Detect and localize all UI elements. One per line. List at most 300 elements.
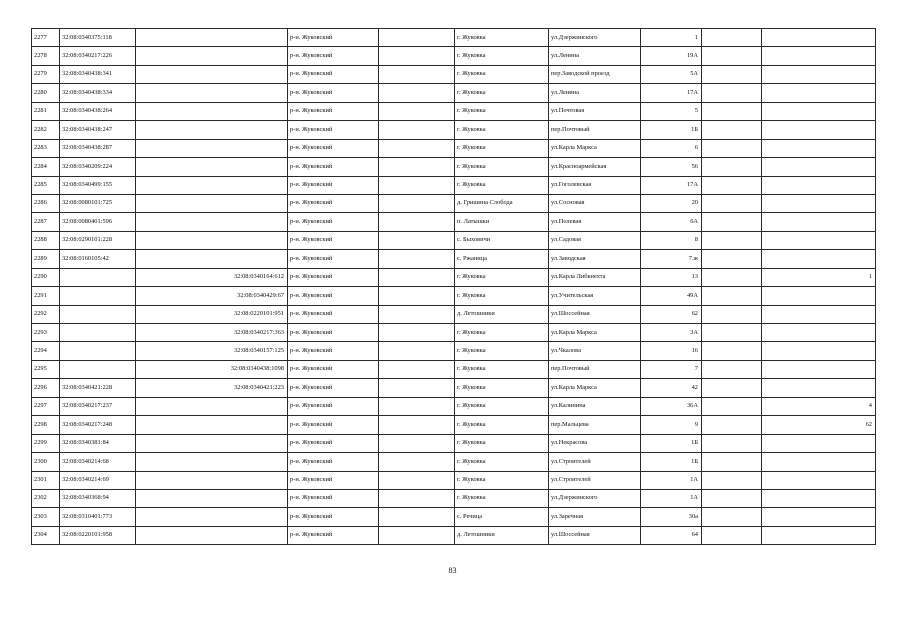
- table-row: [32, 47, 876, 65]
- row-number-cell: 2281: [32, 102, 60, 120]
- house-number-cell: 13: [641, 268, 702, 286]
- house-number-cell: 6: [641, 139, 702, 157]
- locality-cell: г. Жуковка: [455, 84, 549, 102]
- district-cell: р-н. Жуковский: [288, 305, 379, 323]
- second-cadastral-number-cell: [136, 526, 288, 544]
- last-value-cell: [762, 84, 876, 102]
- row-number-cell: 2280: [32, 84, 60, 102]
- cadastral-number-cell: 32:08:0160105:42: [60, 250, 136, 268]
- second-cadastral-number-cell: [136, 84, 288, 102]
- cadastral-number-cell: 32:08:0340209:224: [60, 158, 136, 176]
- district-cell: р-н. Жуковский: [288, 250, 379, 268]
- extra-cell: [702, 489, 762, 507]
- table-row: [32, 526, 876, 544]
- locality-cell: г. Жуковка: [455, 287, 549, 305]
- last-value-cell: 62: [762, 416, 876, 434]
- house-number-cell: 36А: [641, 397, 702, 415]
- table-row: [32, 324, 876, 342]
- district-cell: р-н. Жуковский: [288, 176, 379, 194]
- empty-cell: [379, 158, 455, 176]
- cadastral-number-cell: [60, 268, 136, 286]
- street-cell: ул.Ленина: [549, 47, 641, 65]
- last-value-cell: [762, 29, 876, 47]
- house-number-cell: 9: [641, 416, 702, 434]
- empty-cell: [379, 342, 455, 360]
- cadastral-number-cell: [60, 305, 136, 323]
- second-cadastral-number-cell: [136, 416, 288, 434]
- street-cell: ул.Строителей: [549, 453, 641, 471]
- last-value-cell: [762, 342, 876, 360]
- second-cadastral-number-cell: [136, 489, 288, 507]
- locality-cell: г. Жуковка: [455, 416, 549, 434]
- extra-cell: [702, 434, 762, 452]
- district-cell: р-н. Жуковский: [288, 360, 379, 378]
- row-number-cell: 2284: [32, 158, 60, 176]
- empty-cell: [379, 250, 455, 268]
- table-row: [32, 471, 876, 489]
- street-cell: ул.Гоголевская: [549, 176, 641, 194]
- second-cadastral-number-cell: [136, 47, 288, 65]
- street-cell: ул.Карла Маркса: [549, 139, 641, 157]
- cadastral-number-cell: 32:08:0220101:958: [60, 526, 136, 544]
- row-number-cell: 2296: [32, 379, 60, 397]
- cadastral-number-cell: 32:08:0310401:773: [60, 508, 136, 526]
- last-value-cell: [762, 360, 876, 378]
- house-number-cell: 56: [641, 158, 702, 176]
- second-cadastral-number-cell: 32:08:0340421:223: [136, 379, 288, 397]
- district-cell: р-н. Жуковский: [288, 29, 379, 47]
- row-number-cell: 2285: [32, 176, 60, 194]
- locality-cell: г. Жуковка: [455, 139, 549, 157]
- empty-cell: [379, 231, 455, 249]
- row-number-cell: 2289: [32, 250, 60, 268]
- locality-cell: г. Жуковка: [455, 121, 549, 139]
- empty-cell: [379, 84, 455, 102]
- last-value-cell: [762, 102, 876, 120]
- second-cadastral-number-cell: [136, 453, 288, 471]
- table-row: [32, 453, 876, 471]
- cadastral-number-cell: 32:08:0340438:247: [60, 121, 136, 139]
- cadastral-number-cell: 32:08:0290101:228: [60, 231, 136, 249]
- district-cell: р-н. Жуковский: [288, 139, 379, 157]
- empty-cell: [379, 434, 455, 452]
- extra-cell: [702, 287, 762, 305]
- street-cell: ул.Шоссейная: [549, 305, 641, 323]
- district-cell: р-н. Жуковский: [288, 453, 379, 471]
- row-number-cell: 2283: [32, 139, 60, 157]
- cadastral-number-cell: 32:08:0340438:341: [60, 65, 136, 83]
- locality-cell: с. Быховичи: [455, 231, 549, 249]
- empty-cell: [379, 213, 455, 231]
- locality-cell: г. Жуковка: [455, 65, 549, 83]
- extra-cell: [702, 360, 762, 378]
- second-cadastral-number-cell: [136, 508, 288, 526]
- locality-cell: г. Жуковка: [455, 489, 549, 507]
- second-cadastral-number-cell: [136, 29, 288, 47]
- extra-cell: [702, 47, 762, 65]
- street-cell: ул.Красноармейская: [549, 158, 641, 176]
- cadastral-number-cell: 32:08:0340217:237: [60, 397, 136, 415]
- row-number-cell: 2290: [32, 268, 60, 286]
- empty-cell: [379, 287, 455, 305]
- table-row: [32, 397, 876, 415]
- cadastral-number-cell: 32:08:0340499:155: [60, 176, 136, 194]
- cadastral-number-cell: 32:08:0340214:68: [60, 453, 136, 471]
- extra-cell: [702, 508, 762, 526]
- locality-cell: г. Жуковка: [455, 29, 549, 47]
- house-number-cell: 8: [641, 231, 702, 249]
- district-cell: р-н. Жуковский: [288, 434, 379, 452]
- house-number-cell: 1: [641, 29, 702, 47]
- last-value-cell: [762, 250, 876, 268]
- second-cadastral-number-cell: [136, 397, 288, 415]
- locality-cell: г. Жуковка: [455, 453, 549, 471]
- district-cell: р-н. Жуковский: [288, 342, 379, 360]
- extra-cell: [702, 324, 762, 342]
- cadastral-number-cell: [60, 342, 136, 360]
- last-value-cell: 1: [762, 268, 876, 286]
- house-number-cell: 5А: [641, 65, 702, 83]
- table-row: [32, 416, 876, 434]
- district-cell: р-н. Жуковский: [288, 158, 379, 176]
- last-value-cell: [762, 231, 876, 249]
- extra-cell: [702, 139, 762, 157]
- district-cell: р-н. Жуковский: [288, 471, 379, 489]
- second-cadastral-number-cell: [136, 176, 288, 194]
- locality-cell: п. Латышки: [455, 213, 549, 231]
- cadastral-number-cell: [60, 324, 136, 342]
- table-row: [32, 213, 876, 231]
- district-cell: р-н. Жуковский: [288, 84, 379, 102]
- house-number-cell: 20: [641, 194, 702, 212]
- table-row: [32, 139, 876, 157]
- district-cell: р-н. Жуковский: [288, 287, 379, 305]
- table-row: [32, 158, 876, 176]
- street-cell: ул.Заводская: [549, 250, 641, 268]
- second-cadastral-number-cell: 32:08:0220101:951: [136, 305, 288, 323]
- cadastral-number-cell: 32:08:0340368:94: [60, 489, 136, 507]
- street-cell: ул.Сосновая: [549, 194, 641, 212]
- empty-cell: [379, 47, 455, 65]
- street-cell: ул.Дзержинского: [549, 489, 641, 507]
- second-cadastral-number-cell: [136, 250, 288, 268]
- cadastral-number-cell: 32:08:0340421:228: [60, 379, 136, 397]
- empty-cell: [379, 29, 455, 47]
- extra-cell: [702, 397, 762, 415]
- house-number-cell: 30а: [641, 508, 702, 526]
- cadastral-number-cell: 32:08:0340375:118: [60, 29, 136, 47]
- second-cadastral-number-cell: 32:08:0340164:612: [136, 268, 288, 286]
- extra-cell: [702, 250, 762, 268]
- second-cadastral-number-cell: [136, 434, 288, 452]
- street-cell: пер.Заводской проезд: [549, 65, 641, 83]
- extra-cell: [702, 268, 762, 286]
- row-number-cell: 2294: [32, 342, 60, 360]
- last-value-cell: [762, 47, 876, 65]
- second-cadastral-number-cell: [136, 231, 288, 249]
- street-cell: ул.Чкалова: [549, 342, 641, 360]
- street-cell: пер.Мальцева: [549, 416, 641, 434]
- empty-cell: [379, 139, 455, 157]
- street-cell: ул.Карла Либкнехта: [549, 268, 641, 286]
- row-number-cell: 2302: [32, 489, 60, 507]
- house-number-cell: 7.ж: [641, 250, 702, 268]
- house-number-cell: 1А: [641, 471, 702, 489]
- house-number-cell: 5: [641, 102, 702, 120]
- house-number-cell: 6А: [641, 213, 702, 231]
- cadastral-number-cell: 32:08:0080101:725: [60, 194, 136, 212]
- cadastral-number-cell: 32:08:0340381:84: [60, 434, 136, 452]
- district-cell: р-н. Жуковский: [288, 379, 379, 397]
- row-number-cell: 2286: [32, 194, 60, 212]
- district-cell: р-н. Жуковский: [288, 397, 379, 415]
- cadastral-number-cell: 32:08:0340438:287: [60, 139, 136, 157]
- empty-cell: [379, 324, 455, 342]
- locality-cell: д. Летошники: [455, 305, 549, 323]
- row-number-cell: 2278: [32, 47, 60, 65]
- table-row: [32, 121, 876, 139]
- row-number-cell: 2304: [32, 526, 60, 544]
- locality-cell: г. Жуковка: [455, 342, 549, 360]
- extra-cell: [702, 471, 762, 489]
- row-number-cell: 2288: [32, 231, 60, 249]
- empty-cell: [379, 102, 455, 120]
- street-cell: пер.Почтовый: [549, 121, 641, 139]
- last-value-cell: [762, 213, 876, 231]
- street-cell: ул.Дзержинского: [549, 29, 641, 47]
- empty-cell: [379, 65, 455, 83]
- empty-cell: [379, 305, 455, 323]
- extra-cell: [702, 176, 762, 194]
- address-register-table: [31, 28, 876, 545]
- cadastral-number-cell: [60, 287, 136, 305]
- house-number-cell: 3А: [641, 324, 702, 342]
- table-row: [32, 176, 876, 194]
- locality-cell: г. Жуковка: [455, 434, 549, 452]
- table-row: [32, 342, 876, 360]
- table-row: [32, 250, 876, 268]
- house-number-cell: 64: [641, 526, 702, 544]
- street-cell: ул.Карла Маркса: [549, 379, 641, 397]
- last-value-cell: 4: [762, 397, 876, 415]
- second-cadastral-number-cell: [136, 194, 288, 212]
- locality-cell: г. Жуковка: [455, 379, 549, 397]
- house-number-cell: 1Б: [641, 434, 702, 452]
- table-row: [32, 434, 876, 452]
- last-value-cell: [762, 379, 876, 397]
- table-row: [32, 360, 876, 378]
- locality-cell: г. Жуковка: [455, 397, 549, 415]
- last-value-cell: [762, 139, 876, 157]
- locality-cell: г. Жуковка: [455, 102, 549, 120]
- table-row: [32, 29, 876, 47]
- extra-cell: [702, 453, 762, 471]
- locality-cell: г. Жуковка: [455, 360, 549, 378]
- street-cell: пер.Почтовый: [549, 360, 641, 378]
- street-cell: ул.Заречная: [549, 508, 641, 526]
- empty-cell: [379, 508, 455, 526]
- row-number-cell: 2287: [32, 213, 60, 231]
- empty-cell: [379, 176, 455, 194]
- locality-cell: г. Жуковка: [455, 176, 549, 194]
- second-cadastral-number-cell: [136, 213, 288, 231]
- table-row: [32, 194, 876, 212]
- cadastral-number-cell: 32:08:0340438:334: [60, 84, 136, 102]
- empty-cell: [379, 360, 455, 378]
- street-cell: ул.Учительская: [549, 287, 641, 305]
- street-cell: ул.Полевая: [549, 213, 641, 231]
- last-value-cell: [762, 453, 876, 471]
- cadastral-number-cell: 32:08:0340214:69: [60, 471, 136, 489]
- extra-cell: [702, 121, 762, 139]
- last-value-cell: [762, 434, 876, 452]
- locality-cell: с. Ржаница: [455, 250, 549, 268]
- empty-cell: [379, 526, 455, 544]
- last-value-cell: [762, 287, 876, 305]
- district-cell: р-н. Жуковский: [288, 47, 379, 65]
- last-value-cell: [762, 489, 876, 507]
- row-number-cell: 2295: [32, 360, 60, 378]
- extra-cell: [702, 158, 762, 176]
- locality-cell: г. Жуковка: [455, 324, 549, 342]
- cadastral-number-cell: 32:08:0340217:248: [60, 416, 136, 434]
- empty-cell: [379, 471, 455, 489]
- empty-cell: [379, 489, 455, 507]
- house-number-cell: 1Б: [641, 121, 702, 139]
- empty-cell: [379, 397, 455, 415]
- house-number-cell: 19А: [641, 47, 702, 65]
- second-cadastral-number-cell: [136, 102, 288, 120]
- house-number-cell: 62: [641, 305, 702, 323]
- extra-cell: [702, 84, 762, 102]
- extra-cell: [702, 213, 762, 231]
- table-row: [32, 305, 876, 323]
- locality-cell: г. Жуковка: [455, 471, 549, 489]
- table-row: [32, 102, 876, 120]
- locality-cell: д. Летошники: [455, 526, 549, 544]
- row-number-cell: 2279: [32, 65, 60, 83]
- empty-cell: [379, 268, 455, 286]
- district-cell: р-н. Жуковский: [288, 231, 379, 249]
- extra-cell: [702, 342, 762, 360]
- extra-cell: [702, 231, 762, 249]
- empty-cell: [379, 121, 455, 139]
- district-cell: р-н. Жуковский: [288, 65, 379, 83]
- locality-cell: г. Жуковка: [455, 268, 549, 286]
- locality-cell: д. Гришина Слобода: [455, 194, 549, 212]
- extra-cell: [702, 65, 762, 83]
- house-number-cell: 49А: [641, 287, 702, 305]
- last-value-cell: [762, 176, 876, 194]
- table-body: [32, 29, 876, 545]
- extra-cell: [702, 379, 762, 397]
- table-row: [32, 65, 876, 83]
- table-row: [32, 508, 876, 526]
- row-number-cell: 2299: [32, 434, 60, 452]
- last-value-cell: [762, 158, 876, 176]
- table-row: [32, 84, 876, 102]
- extra-cell: [702, 29, 762, 47]
- locality-cell: с. Речица: [455, 508, 549, 526]
- empty-cell: [379, 379, 455, 397]
- locality-cell: г. Жуковка: [455, 47, 549, 65]
- table-row: [32, 231, 876, 249]
- last-value-cell: [762, 508, 876, 526]
- district-cell: р-н. Жуковский: [288, 213, 379, 231]
- second-cadastral-number-cell: [136, 121, 288, 139]
- second-cadastral-number-cell: 32:08:0340429:67: [136, 287, 288, 305]
- cadastral-number-cell: 32:08:0340217:226: [60, 47, 136, 65]
- district-cell: р-н. Жуковский: [288, 102, 379, 120]
- street-cell: ул.Карла Маркса: [549, 324, 641, 342]
- page-number: 83: [448, 566, 457, 575]
- table-row: [32, 287, 876, 305]
- cadastral-number-cell: [60, 360, 136, 378]
- row-number-cell: 2277: [32, 29, 60, 47]
- row-number-cell: 2298: [32, 416, 60, 434]
- house-number-cell: 7: [641, 360, 702, 378]
- row-number-cell: 2300: [32, 453, 60, 471]
- last-value-cell: [762, 121, 876, 139]
- locality-cell: г. Жуковка: [455, 158, 549, 176]
- house-number-cell: 1А: [641, 489, 702, 507]
- second-cadastral-number-cell: [136, 139, 288, 157]
- last-value-cell: [762, 471, 876, 489]
- second-cadastral-number-cell: [136, 65, 288, 83]
- table-row: [32, 268, 876, 286]
- row-number-cell: 2293: [32, 324, 60, 342]
- district-cell: р-н. Жуковский: [288, 508, 379, 526]
- extra-cell: [702, 416, 762, 434]
- row-number-cell: 2301: [32, 471, 60, 489]
- cadastral-number-cell: 32:08:0080401:596: [60, 213, 136, 231]
- district-cell: р-н. Жуковский: [288, 489, 379, 507]
- house-number-cell: 17А: [641, 176, 702, 194]
- street-cell: ул.Некрасова: [549, 434, 641, 452]
- last-value-cell: [762, 526, 876, 544]
- street-cell: ул.Садовая: [549, 231, 641, 249]
- extra-cell: [702, 194, 762, 212]
- extra-cell: [702, 305, 762, 323]
- street-cell: ул.Строителей: [549, 471, 641, 489]
- row-number-cell: 2292: [32, 305, 60, 323]
- district-cell: р-н. Жуковский: [288, 121, 379, 139]
- extra-cell: [702, 102, 762, 120]
- district-cell: р-н. Жуковский: [288, 416, 379, 434]
- house-number-cell: 1Б: [641, 453, 702, 471]
- house-number-cell: 17А: [641, 84, 702, 102]
- row-number-cell: 2282: [32, 121, 60, 139]
- district-cell: р-н. Жуковский: [288, 526, 379, 544]
- extra-cell: [702, 526, 762, 544]
- street-cell: ул.Ленина: [549, 84, 641, 102]
- empty-cell: [379, 194, 455, 212]
- second-cadastral-number-cell: 32:08:0340217:363: [136, 324, 288, 342]
- second-cadastral-number-cell: 32:08:0340438:1098: [136, 360, 288, 378]
- table-row: [32, 489, 876, 507]
- district-cell: р-н. Жуковский: [288, 268, 379, 286]
- district-cell: р-н. Жуковский: [288, 194, 379, 212]
- district-cell: р-н. Жуковский: [288, 324, 379, 342]
- house-number-cell: 42: [641, 379, 702, 397]
- row-number-cell: 2303: [32, 508, 60, 526]
- street-cell: ул.Почтовая: [549, 102, 641, 120]
- street-cell: ул.Калинина: [549, 397, 641, 415]
- table-row: [32, 379, 876, 397]
- second-cadastral-number-cell: 32:08:0340157:125: [136, 342, 288, 360]
- register-table-wrapper: [31, 28, 875, 545]
- second-cadastral-number-cell: [136, 158, 288, 176]
